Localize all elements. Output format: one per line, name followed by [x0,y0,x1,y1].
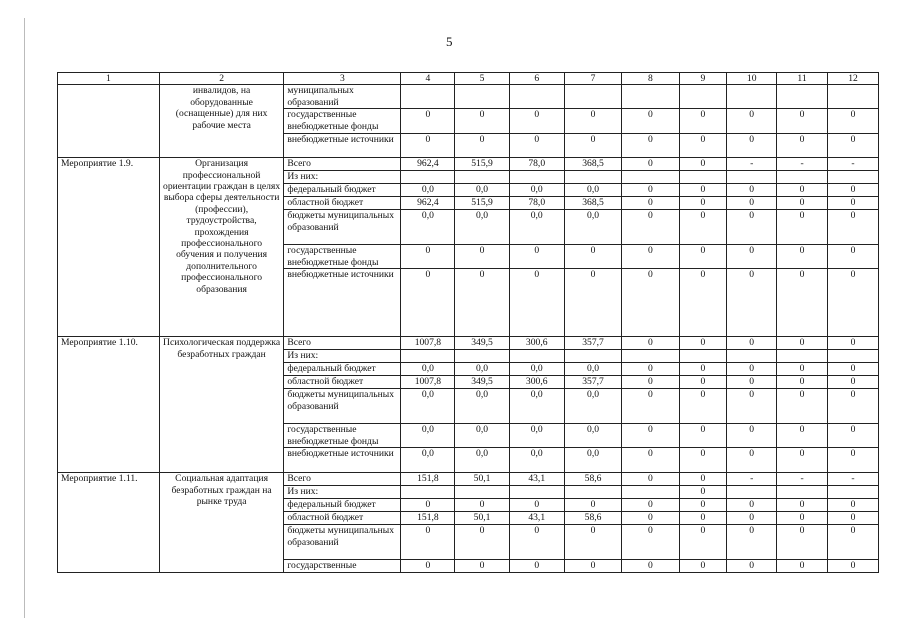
value-cell: 0 [622,363,679,376]
value-cell [455,350,509,363]
column-header: 1 [58,73,160,85]
value-cell: 0 [828,269,879,337]
value-cell: 0 [455,499,509,512]
value-cell: 0 [727,560,777,573]
funding-source: Из них: [284,350,401,363]
table-body [58,85,879,573]
value-cell: 0 [777,512,828,525]
value-cell: 0 [727,269,777,337]
value-cell: 0 [679,512,727,525]
value-cell: 0 [622,448,679,473]
value-cell: 0,0 [401,448,455,473]
value-cell: 0,0 [564,424,621,448]
value-cell: 368,5 [564,197,621,210]
value-cell: 0 [622,184,679,197]
value-cell: 0 [401,499,455,512]
table-row [58,337,879,350]
value-cell: 50,1 [455,512,509,525]
value-cell: 0 [777,337,828,350]
value-cell: 0 [509,269,564,337]
value-cell: 0 [727,197,777,210]
value-cell: 0 [679,473,727,486]
funding-source: государственные внебюджетные фонды [284,424,401,448]
value-cell [401,171,455,184]
value-cell: 0,0 [509,424,564,448]
funding-source: бюджеты муниципальных образований [284,210,401,245]
value-cell: 0 [777,424,828,448]
value-cell: 0,0 [401,389,455,424]
value-cell [727,350,777,363]
value-cell: 300,6 [509,337,564,350]
value-cell: 0 [727,363,777,376]
value-cell: 78,0 [509,197,564,210]
value-cell: 0 [777,197,828,210]
value-cell: 0 [564,109,621,134]
value-cell [828,350,879,363]
value-cell: 0,0 [455,389,509,424]
value-cell: 0 [679,448,727,473]
value-cell: 0,0 [564,448,621,473]
value-cell: 0 [828,210,879,245]
value-cell: 0 [679,184,727,197]
value-cell: - [727,473,777,486]
funding-source: Всего [284,473,401,486]
value-cell: 515,9 [455,197,509,210]
funding-source: федеральный бюджет [284,363,401,376]
value-cell [777,350,828,363]
value-cell: 0 [455,134,509,158]
funding-source: Из них: [284,171,401,184]
value-cell: 0 [777,525,828,560]
measure-description: инвалидов, на оборудованные (оснащенные) для них рабочие места [159,85,284,158]
column-header: 3 [284,73,401,85]
value-cell: 0 [509,560,564,573]
value-cell: 0 [564,525,621,560]
value-cell: 0 [727,525,777,560]
value-cell: 0 [455,525,509,560]
funding-source: внебюджетные источники [284,134,401,158]
value-cell: - [828,473,879,486]
value-cell: 0 [828,560,879,573]
value-cell: 0 [564,499,621,512]
value-cell [679,171,727,184]
value-cell: 0 [622,197,679,210]
value-cell: 0 [679,337,727,350]
value-cell: 0 [777,109,828,134]
value-cell: 0 [777,499,828,512]
value-cell: 0,0 [509,448,564,473]
column-header: 6 [509,73,564,85]
value-cell: 0 [777,210,828,245]
value-cell: 0 [622,269,679,337]
value-cell: 0 [679,424,727,448]
value-cell: 0,0 [401,363,455,376]
value-cell [727,85,777,109]
funding-source: государственные внебюджетные фонды [284,109,401,134]
value-cell: 0 [828,448,879,473]
value-cell: 368,5 [564,158,621,171]
value-cell [777,85,828,109]
value-cell: 0 [727,210,777,245]
value-cell: 0,0 [401,184,455,197]
value-cell: 0,0 [455,184,509,197]
value-cell: 0 [727,184,777,197]
value-cell: 0 [564,269,621,337]
value-cell: 0 [401,109,455,134]
measure-description: Психологическая поддержка безработных граждан [159,337,284,473]
funding-source: областной бюджет [284,197,401,210]
column-header: 11 [777,73,828,85]
page-edge-line [24,18,25,618]
value-cell: 0 [727,109,777,134]
value-cell [509,486,564,499]
measure-description: Организация профессиональной ориентации граждан в целях выбора сферы деятельности (профессии), трудоустройства, прохождения профессионального обучения и получения дополнительного профессионального образования [159,158,284,337]
value-cell: 0 [455,245,509,269]
measure-description: Социальная адаптация безработных граждан на рынке труда [159,473,284,573]
funding-source: областной бюджет [284,376,401,389]
value-cell: 0 [679,525,727,560]
value-cell: 0 [509,499,564,512]
value-cell [828,171,879,184]
value-cell: 349,5 [455,376,509,389]
column-header: 9 [679,73,727,85]
value-cell: 0 [679,486,727,499]
value-cell [564,350,621,363]
value-cell: 357,7 [564,337,621,350]
value-cell: 0 [828,389,879,424]
value-cell: 0 [509,245,564,269]
value-cell [564,486,621,499]
value-cell: 0 [679,560,727,573]
value-cell: 0 [727,337,777,350]
value-cell: 0 [777,269,828,337]
measure-name: Мероприятие 1.11. [58,473,160,573]
measure-name [58,85,160,158]
value-cell: 0 [622,525,679,560]
value-cell: 0 [622,245,679,269]
budget-table [57,72,879,573]
value-cell: 151,8 [401,512,455,525]
value-cell: 0 [679,499,727,512]
value-cell: 0 [564,134,621,158]
value-cell: 0,0 [401,424,455,448]
table-row [58,158,879,171]
value-cell: 0 [401,560,455,573]
value-cell: 0 [622,512,679,525]
table-row [58,85,879,109]
value-cell: 0 [455,109,509,134]
measure-name: Мероприятие 1.9. [58,158,160,337]
value-cell: 0 [509,134,564,158]
value-cell: 0 [828,109,879,134]
value-cell: 0 [828,424,879,448]
column-header: 10 [727,73,777,85]
value-cell: 50,1 [455,473,509,486]
value-cell: 0,0 [401,210,455,245]
value-cell: 0 [777,134,828,158]
value-cell: 0 [401,245,455,269]
value-cell: - [727,158,777,171]
value-cell: 0 [455,269,509,337]
value-cell: 0 [509,109,564,134]
value-cell: 0 [509,525,564,560]
value-cell: 0 [401,269,455,337]
value-cell [564,171,621,184]
value-cell: 151,8 [401,473,455,486]
value-cell: 0 [828,197,879,210]
value-cell: 0 [777,184,828,197]
value-cell: 0,0 [509,389,564,424]
value-cell: 0 [679,376,727,389]
funding-source: федеральный бюджет [284,499,401,512]
column-header: 12 [828,73,879,85]
value-cell: 0,0 [564,363,621,376]
value-cell [401,486,455,499]
value-cell: 0,0 [564,210,621,245]
value-cell [679,350,727,363]
value-cell [622,350,679,363]
value-cell: 0 [727,245,777,269]
funding-source: Из них: [284,486,401,499]
funding-source: Всего [284,158,401,171]
value-cell: 515,9 [455,158,509,171]
value-cell: - [777,473,828,486]
funding-source: муниципальных образований [284,85,401,109]
column-number-row [58,73,879,85]
value-cell: 0,0 [455,210,509,245]
value-cell: 0 [727,424,777,448]
value-cell [564,85,621,109]
measure-name: Мероприятие 1.10. [58,337,160,473]
column-header: 8 [622,73,679,85]
value-cell: 0 [828,512,879,525]
funding-source: бюджеты муниципальных образований [284,525,401,560]
value-cell: 0 [777,376,828,389]
value-cell [622,486,679,499]
value-cell: 0,0 [455,424,509,448]
value-cell: 0 [828,499,879,512]
value-cell: 0 [828,245,879,269]
value-cell: 0 [622,134,679,158]
value-cell: 0 [679,197,727,210]
value-cell: 0 [727,376,777,389]
value-cell: 0 [828,376,879,389]
value-cell: 0 [679,210,727,245]
table-row [58,473,879,486]
value-cell: - [828,158,879,171]
value-cell: 0 [679,109,727,134]
value-cell: 962,4 [401,197,455,210]
value-cell: 0,0 [509,210,564,245]
value-cell: 300,6 [509,376,564,389]
value-cell [679,85,727,109]
value-cell: 0 [727,499,777,512]
value-cell: 0 [777,448,828,473]
value-cell: 0,0 [455,448,509,473]
value-cell: 0 [455,560,509,573]
value-cell: 0 [564,245,621,269]
value-cell: 0 [622,210,679,245]
value-cell [622,171,679,184]
value-cell: - [777,158,828,171]
value-cell: 0 [828,134,879,158]
value-cell: 0 [564,560,621,573]
value-cell [401,350,455,363]
value-cell [828,85,879,109]
value-cell: 0 [828,525,879,560]
value-cell: 1007,8 [401,376,455,389]
value-cell: 0 [777,560,828,573]
value-cell: 962,4 [401,158,455,171]
page-number: 5 [446,34,453,49]
value-cell: 0 [622,337,679,350]
value-cell: 58,6 [564,512,621,525]
value-cell [777,171,828,184]
value-cell: 0 [622,389,679,424]
value-cell [455,85,509,109]
value-cell: 357,7 [564,376,621,389]
value-cell [828,486,879,499]
value-cell: 0,0 [455,363,509,376]
value-cell: 0 [727,389,777,424]
value-cell: 0 [727,512,777,525]
value-cell: 0 [828,184,879,197]
value-cell [509,350,564,363]
value-cell: 43,1 [509,512,564,525]
column-header: 5 [455,73,509,85]
funding-source: бюджеты муниципальных образований [284,389,401,424]
value-cell: 0 [777,363,828,376]
value-cell: 58,6 [564,473,621,486]
funding-source: внебюджетные источники [284,448,401,473]
value-cell: 0 [727,448,777,473]
funding-source: государственные внебюджетные фонды [284,245,401,269]
column-header: 4 [401,73,455,85]
funding-source: внебюджетные источники [284,269,401,337]
value-cell [455,171,509,184]
value-cell: 0 [622,424,679,448]
value-cell: 349,5 [455,337,509,350]
funding-source: федеральный бюджет [284,184,401,197]
value-cell [622,85,679,109]
funding-source: областной бюджет [284,512,401,525]
value-cell: 0,0 [509,363,564,376]
column-header: 7 [564,73,621,85]
value-cell [401,85,455,109]
value-cell: 0 [622,158,679,171]
funding-source: государственные [284,560,401,573]
value-cell: 0 [622,376,679,389]
value-cell: 0,0 [564,389,621,424]
value-cell [455,486,509,499]
value-cell: 0 [679,389,727,424]
value-cell: 0 [622,473,679,486]
value-cell: 0 [401,134,455,158]
value-cell: 0 [777,389,828,424]
value-cell: 0 [828,337,879,350]
value-cell: 0 [401,525,455,560]
value-cell: 0 [622,499,679,512]
value-cell: 0 [727,134,777,158]
value-cell: 0 [679,269,727,337]
value-cell: 0 [679,363,727,376]
value-cell: 78,0 [509,158,564,171]
value-cell [509,85,564,109]
value-cell: 43,1 [509,473,564,486]
value-cell: 0 [622,560,679,573]
funding-source: Всего [284,337,401,350]
value-cell: 0 [828,363,879,376]
value-cell [727,171,777,184]
value-cell [777,486,828,499]
value-cell: 0,0 [564,184,621,197]
value-cell: 0 [679,158,727,171]
value-cell: 0 [777,245,828,269]
value-cell: 0 [679,134,727,158]
value-cell: 1007,8 [401,337,455,350]
value-cell [727,486,777,499]
value-cell: 0 [679,245,727,269]
value-cell [509,171,564,184]
column-header: 2 [159,73,284,85]
value-cell: 0 [622,109,679,134]
value-cell: 0,0 [509,184,564,197]
